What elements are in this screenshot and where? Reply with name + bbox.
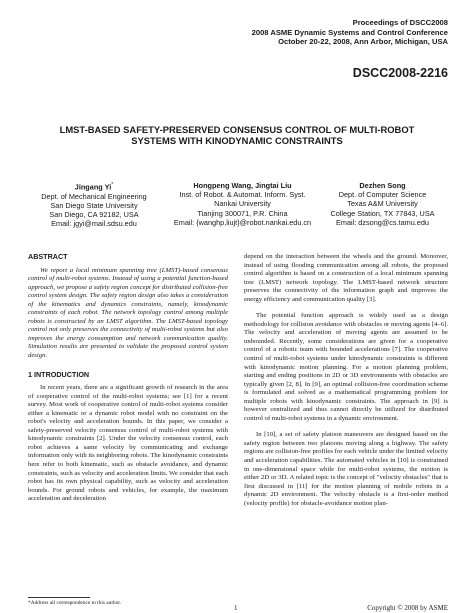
affiliation-line: Dept. of Mechanical Engineering: [41, 191, 147, 201]
paper-id: DSCC2008-2216: [352, 66, 448, 80]
title-line: LMST-BASED SAFETY-PRESERVED CONSENSUS CONTROL OF MULTI-ROBOT: [59, 124, 415, 135]
proceedings-line: October 20-22, 2008, Ann Arbor, Michigan, USA: [278, 37, 448, 47]
affiliation-line: Texas A&M University: [347, 199, 418, 209]
proceedings-line: 2008 ASME Dynamic Systems and Control Conference: [251, 27, 448, 37]
author-block: [160, 181, 325, 227]
body-paragraph: The potential function approach is widely used as a design methodology for collision avoidance with obstacles or moving agents [4–6]. The velocity and acceleration of moving agents are assumed to be unbounded. Recently, some considerations are given for a cooperative control of a robotic team with bounded accelerations [7]. The cooperative control of multi-robot systems under kinodynamic constraints is different with kinodynamic motion planning. For a motion planning problem, starting and ending positions in 2D or 3D environments with obstacles are typically given [2, 8]. In [9], an optimal collision-free coordination scheme is formulated and solved as a mathematical programming problem for multiple robots with kinodynamic constraints. The approach in [9] is however centralized and thus cannot directly be utilized for distributed control of multi-robot systems in a dynamic environment.: [244, 312, 448, 422]
proceedings-line: Proceedings of DSCC2008: [352, 18, 448, 27]
author-name: Dezhen Song: [359, 181, 406, 190]
page-number: 1: [234, 604, 238, 612]
author-email: Email: dzsong@cs.tamu.edu: [336, 217, 429, 227]
footnote-rule: [28, 597, 90, 598]
abstract-heading: ABSTRACT: [28, 252, 68, 261]
footnote: *Address all correspondence to this author.: [28, 600, 122, 606]
author-email: Email: {wanghp,liujt}@robot.nankai.edu.cn: [173, 217, 312, 227]
copyright: Copyright © 2008 by ASME: [367, 604, 448, 612]
abstract-text: We report a local minimum spanning tree (LMST)-based consensus control of multi-robot systems. Instead of using a potential function-based approach, we propose a safety region concept for distributed collision-free control system design. The safety region design also takes a consideration of the kinematics and dynamics constraints, namely, kinodynamic constraints of each robot. The network topology control among multiple robots is constructed by an LMST algorithm. The LMST-based topology control not only preserves the connectivity of multi-robot systems but also improves the energy consumption and network communication quality. Simulation results are presented to validate the proposed control system design.: [28, 266, 228, 360]
right-column: [244, 253, 448, 508]
body-paragraph: depend on the interaction between the wheels and the ground. Moreover, instead of using flooding communication among all robots, the proposed control algorithm is based on a construction of a local minimum spanning tree (LMST) network topology. The LMST-based network structure preserves the connectivity of the information graph and improves the energy efficiency and communication quality [3].: [244, 253, 448, 303]
affiliation-line: San Diego State University: [50, 200, 138, 210]
body-paragraph: In [10], a set of safety platoon maneuvers are designed based on the safety region between two platoons moving along a highway. The safety regions are collision-free profiles for each vehicle under the limited velocity and acceleration capabilities. The automated vehicles in [10] is constrained in one-dimensional space while for multi-robot systems, the motion is either 2D or 3D. A related topic is the concept of "velocity obstacles" that is first discussed in [11] for the motion planning of mobile robots in a dynamic 2D environment. The velocity obstacle is a first-order method (velocity profile) for obstacle-avoidance motion plan-: [244, 431, 448, 507]
title-line: SYSTEMS WITH KINODYNAMIC CONSTRAINTS: [131, 135, 343, 147]
author-name: Jingang Yi: [74, 182, 112, 192]
left-column: [28, 253, 228, 504]
affiliation-line: Nankai University: [214, 199, 271, 209]
author-block: [310, 181, 455, 227]
introduction-paragraph: In recent years, there are a significant growth of research in the area of cooperative control of the multi-robot systems; see [1] for a recent survey. Most work of cooperative control of multi-robot systems consider either a kinematic or a dynamic robot model with no constraint on the robot's velocity and acceleration bounds. In this paper, we consider a safety-preserved velocity consensus control of multi-robot systems with kinodynamic constraints [2]. Under the velocity consensus control, each robot achieves a same velocity by communicating and exchange information only with its neighboring robots. The kinodynamic constraints here refer to both kinematic, such as obstacle avoidance, and dynamic constraints, such as velocity and acceleration limits. We consider that each robot has its own physical capability, such as velocity and acceleration bounds. For ground robots and vehicles, for example, the maximum acceleration and deceleration: [28, 384, 228, 503]
affiliation-line: San Diego, CA 92182, USA: [49, 210, 139, 220]
correspondence-mark: *: [111, 182, 114, 188]
affiliation-line: Inst. of Robot. & Automat. Inform. Syst.: [179, 190, 306, 200]
author-name: Hongpeng Wang, Jingtai Liu: [193, 181, 292, 190]
paper-title: [0, 124, 474, 146]
affiliation-line: Dept. of Computer Science: [338, 190, 427, 200]
proceedings-header: [252, 18, 448, 47]
affiliation-line: Tianjing 300071, P.R. China: [197, 208, 288, 218]
author-email: Email: jgyi@mail.sdsu.edu: [51, 219, 137, 229]
affiliation-line: College Station, TX 77843, USA: [330, 208, 435, 218]
introduction-heading: 1 INTRODUCTION: [28, 369, 90, 379]
author-block: [18, 181, 170, 228]
